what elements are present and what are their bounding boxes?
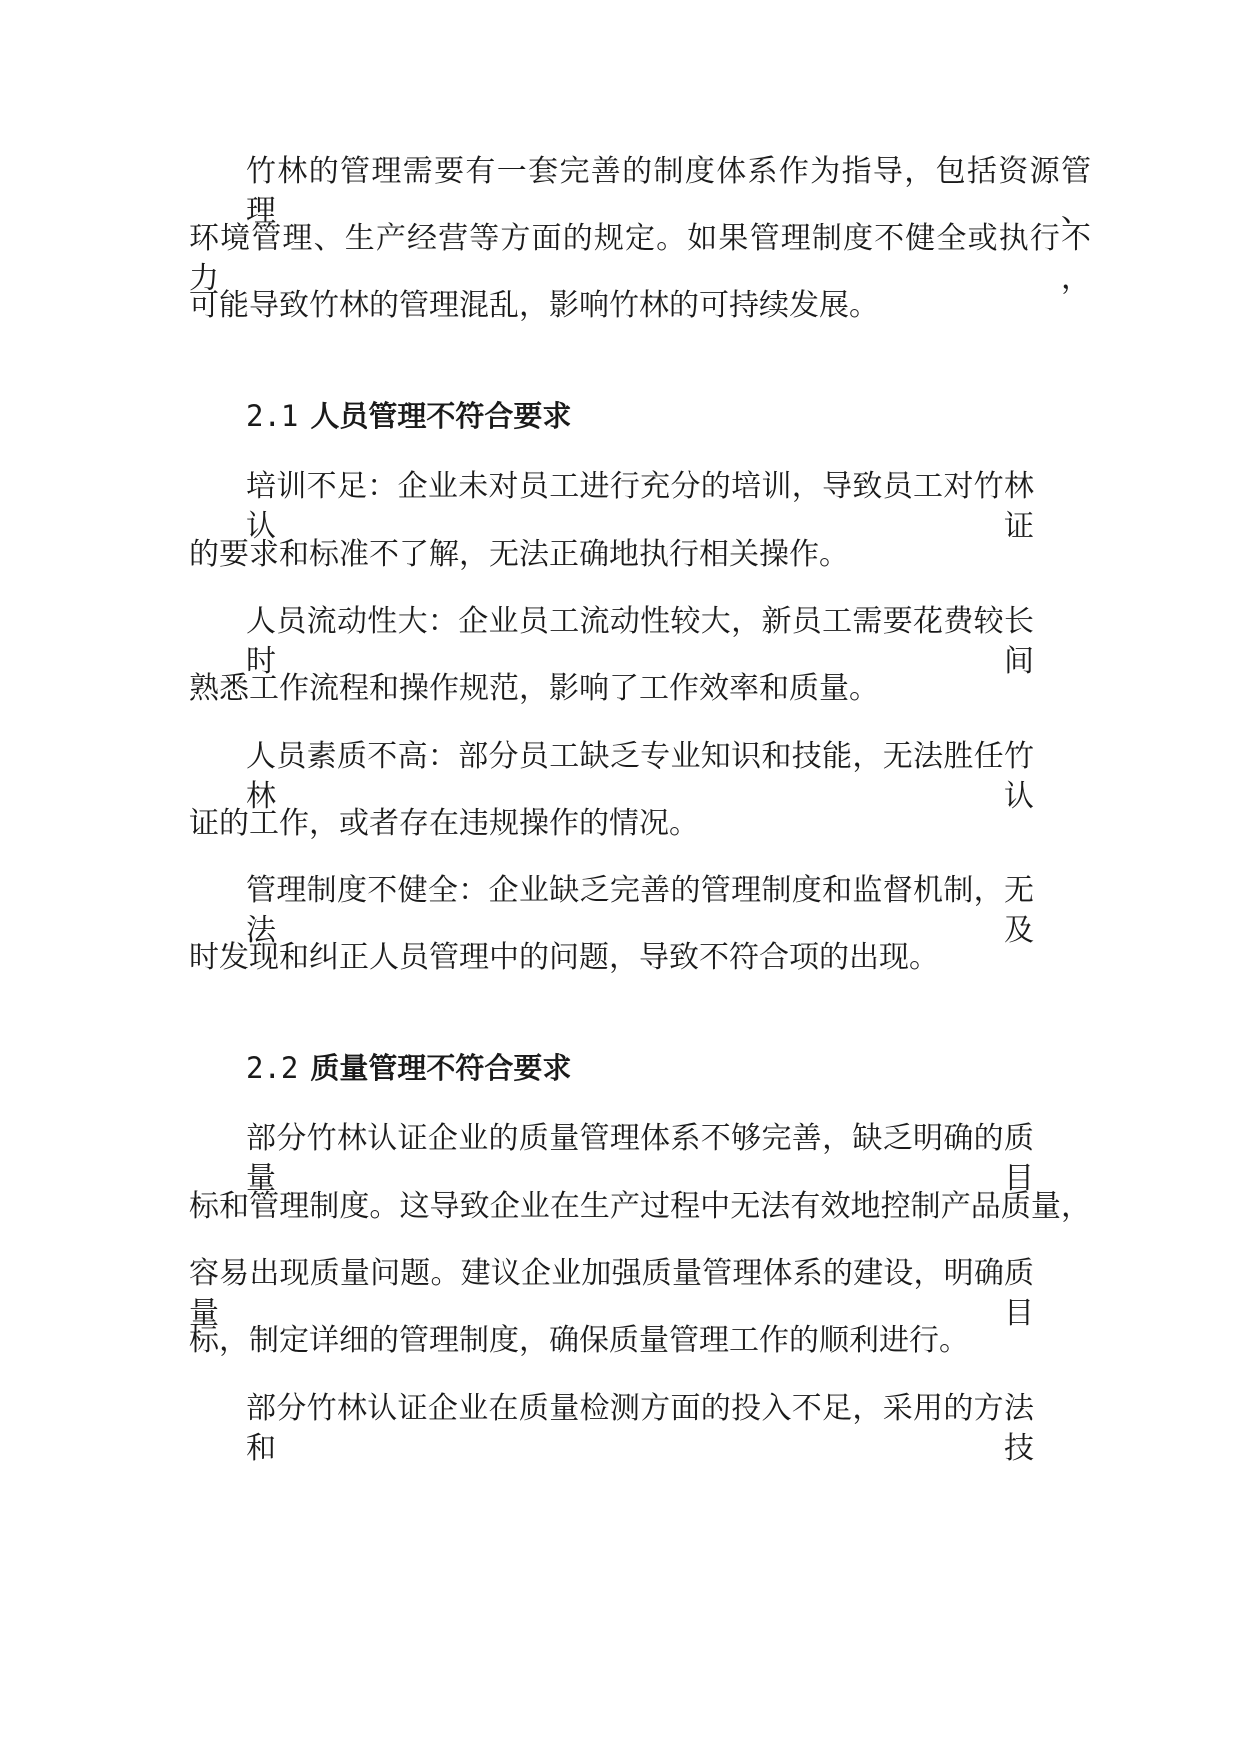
section-2-2-heading <box>246 1048 571 1088</box>
section-2-1-number: 2.1 <box>246 399 299 433</box>
section-2-1-p4-line-2: 时发现和纠正人员管理中的问题，导致不符合项的出现。 <box>189 940 939 975</box>
section-2-1-p3-line-1: 人员素质不高：部分员工缺乏专业知识和技能，无法胜任竹林认 <box>246 739 1034 814</box>
section-2-1-p2-line-1: 人员流动性大：企业员工流动性较大，新员工需要花费较长时间 <box>246 604 1034 679</box>
section-2-2-p1-line-2: 标和管理制度。这导致企业在生产过程中无法有效地控制产品质量， <box>189 1189 1091 1224</box>
section-2-2-p1-line-3: 容易出现质量问题。建议企业加强质量管理体系的建设，明确质量目 <box>189 1256 1034 1331</box>
section-2-1-heading <box>246 396 571 436</box>
section-2-1-title: 人员管理不符合要求 <box>310 399 572 433</box>
intro-line-1: 竹林的管理需要有一套完善的制度体系作为指导，包括资源管理、 <box>246 154 1091 229</box>
section-2-2-p1-line-1: 部分竹林认证企业的质量管理体系不够完善，缺乏明确的质量目 <box>246 1121 1034 1196</box>
section-2-2-title: 质量管理不符合要求 <box>310 1051 572 1085</box>
section-2-2-number: 2.2 <box>246 1051 299 1085</box>
section-2-2-p2-line-1: 部分竹林认证企业在质量检测方面的投入不足，采用的方法和技 <box>246 1391 1034 1466</box>
intro-line-3: 可能导致竹林的管理混乱，影响竹林的可持续发展。 <box>189 288 879 323</box>
section-2-1-p1-line-2: 的要求和标准不了解，无法正确地执行相关操作。 <box>189 537 849 572</box>
section-2-2-p1-line-4: 标，制定详细的管理制度，确保质量管理工作的顺利进行。 <box>189 1323 969 1358</box>
section-2-1-p2-line-2: 熟悉工作流程和操作规范，影响了工作效率和质量。 <box>189 671 879 706</box>
section-2-1-p3-line-2: 证的工作，或者存在违规操作的情况。 <box>189 806 699 841</box>
section-2-1-p1-line-1: 培训不足：企业未对员工进行充分的培训，导致员工对竹林认证 <box>246 469 1034 544</box>
intro-line-2: 环境管理、生产经营等方面的规定。如果管理制度不健全或执行不力， <box>189 221 1091 296</box>
section-2-1-p4-line-1: 管理制度不健全：企业缺乏完善的管理制度和监督机制，无法及 <box>246 873 1034 948</box>
